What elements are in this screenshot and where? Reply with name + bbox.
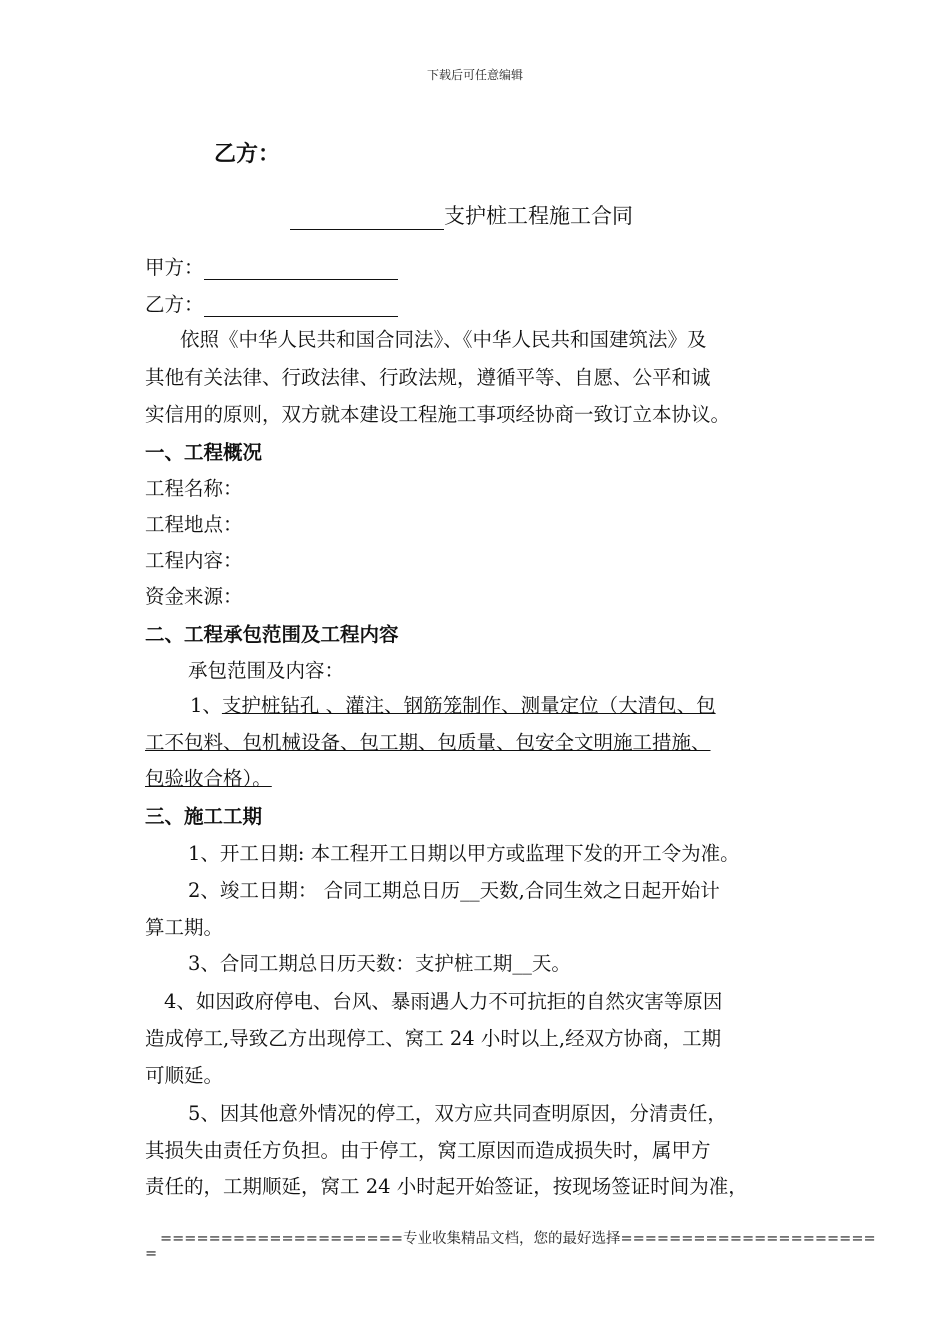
schedule-line: 可顺延。	[145, 1064, 224, 1087]
party-a-line	[145, 252, 398, 280]
schedule-line: 其损失由责任方负担。由于停工，窝工原因而造成损失时，属甲方	[145, 1139, 711, 1162]
section-3-heading: 三、施工工期	[145, 805, 263, 828]
party-b-label: 乙方：	[145, 293, 204, 316]
funding-source-label: 资金来源：	[145, 585, 243, 608]
project-location-label: 工程地点：	[145, 513, 243, 536]
schedule-line: 4、如因政府停电、台风、暴雨遇人力不可抗拒的自然灾害等原因	[164, 990, 723, 1013]
schedule-line: 3、合同工期总日历天数：支护桩工期__天。	[188, 952, 571, 975]
section-2-heading: 二、工程承包范围及工程内容	[145, 623, 399, 646]
intro-line: 依照《中华人民共和国合同法》、《中华人民共和国建筑法》及	[180, 328, 707, 351]
section-1-heading: 一、工程概况	[145, 441, 263, 464]
schedule-line: 2、竣工日期： 合同工期总日历__天数,合同生效之日起开始计	[188, 879, 720, 902]
scope-text: 支护桩钻孔 、灌注、钢筋笼制作、测量定位（大清包、包	[221, 694, 716, 717]
page-header: 下载后可任意编辑	[426, 68, 523, 82]
project-name-label: 工程名称：	[145, 477, 243, 500]
title-blank	[290, 207, 444, 230]
scope-line	[190, 690, 716, 718]
party-b-heading: 乙方：	[214, 142, 281, 167]
contract-title	[290, 200, 633, 230]
scope-item-number: 1、	[190, 694, 222, 717]
schedule-line: 1、开工日期: 本工程开工日期以甲方或监理下发的开工令为准。	[188, 842, 740, 865]
intro-line: 实信用的原则，双方就本建设工程施工事项经协商一致订立本协议。	[145, 403, 731, 426]
party-a-blank	[204, 259, 398, 280]
project-content-label: 工程内容：	[145, 549, 243, 572]
party-b-blank	[204, 296, 398, 317]
page-footer-tail: =	[145, 1246, 158, 1262]
scope-line: 工不包料、包机械设备、包工期、包质量、包安全文明施工措施、	[145, 731, 711, 754]
schedule-line: 5、因其他意外情况的停工，双方应共同查明原因，分清责任，	[188, 1102, 727, 1125]
schedule-line: 责任的，工期顺延，窝工 24 小时起开始签证，按现场签证时间为准，	[145, 1175, 748, 1198]
party-b-line	[145, 289, 398, 317]
schedule-line: 造成停工,导致乙方出现停工、窝工 24 小时以上,经双方协商，工期	[145, 1027, 722, 1050]
title-text: 支护桩工程施工合同	[444, 204, 633, 228]
schedule-line: 算工期。	[145, 916, 224, 939]
page-footer: ====================专业收集精品文档，您的最好选择=====================	[160, 1231, 876, 1247]
party-a-label: 甲方：	[145, 256, 204, 279]
scope-subheading: 承包范围及内容：	[188, 659, 345, 682]
scope-line: 包验收合格）。	[145, 767, 272, 790]
intro-line: 其他有关法律、行政法律、行政法规，遵循平等、自愿、公平和诚	[145, 366, 711, 389]
